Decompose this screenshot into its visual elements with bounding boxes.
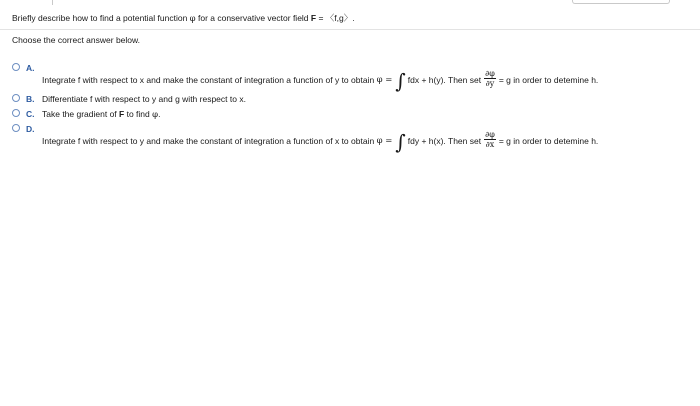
option-b-letter: B. (26, 94, 35, 104)
radio-option-d[interactable] (12, 124, 20, 132)
question-divider (0, 29, 700, 30)
radio-option-b[interactable] (12, 94, 20, 102)
option-c-letter: C. (26, 109, 35, 119)
top-divider (52, 0, 53, 5)
option-a-letter: A. (26, 63, 35, 73)
integral-symbol: ∫ (395, 129, 406, 154)
radio-option-c[interactable] (12, 109, 20, 117)
instruction-text: Choose the correct answer below. (12, 35, 141, 45)
option-b-text: Differentiate f with respect to y and g with respect to x. (42, 94, 246, 104)
top-frame (0, 0, 700, 6)
question-text: Briefly describe how to find a potential function φ for a conservative vector field F = 〈f,g〉. (12, 13, 355, 24)
option-d-text: Integrate f with respect to y and make the constant of integration a function of x to obtain φ = ∫ fdy + h(x). Then set $\frac{\partial\varphi}{\partial x}$ = g in order to detemine h. (42, 129, 599, 154)
integral-symbol: ∫ (395, 68, 406, 93)
radio-option-a[interactable] (12, 63, 20, 71)
partial-fraction: $\frac{\partial\varphi}{\partial x}$ (485, 130, 495, 149)
partial-fraction: $\frac{\partial\varphi}{\partial y}$ (485, 69, 495, 88)
option-a-text: Integrate f with respect to x and make the constant of integration a function of y to obtain φ = ∫ fdx + h(y). Then set $\frac{\partial\varphi}{\partial y}$ = g in order to detemine h. (42, 68, 599, 93)
top-tab (572, 0, 670, 4)
option-c-text: Take the gradient of F to find φ. (42, 109, 161, 120)
option-d-letter: D. (26, 124, 35, 134)
